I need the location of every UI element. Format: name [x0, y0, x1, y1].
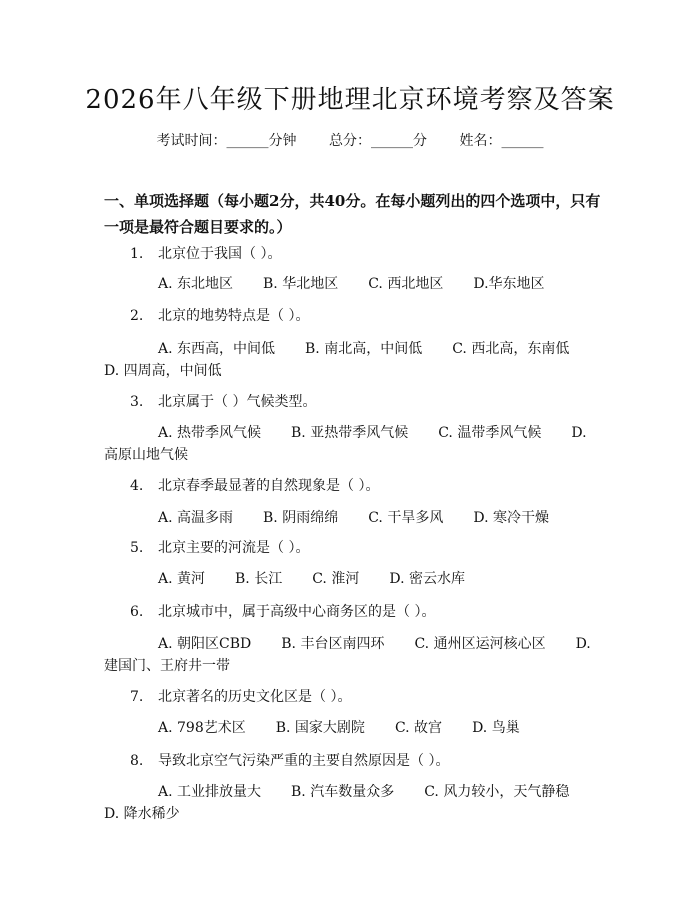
option-d: D. 鸟巢 [472, 720, 520, 736]
option-a: A. 黄河 [158, 571, 206, 587]
question-number: 5. [130, 540, 144, 556]
question-text: 北京春季最显著的自然现象是（ ）。 [158, 478, 380, 494]
option-c: C. 西北高，东南低 [452, 341, 570, 357]
option-b: B. 国家大剧院 [275, 720, 365, 736]
question-text: 北京主要的河流是（ ）。 [158, 540, 310, 556]
option-c: C. 干旱多风 [368, 510, 444, 526]
option-b: B. 阴雨绵绵 [263, 510, 339, 526]
question-text: 北京著名的历史文化区是（ ）。 [158, 689, 352, 705]
option-d: D. 密云水库 [389, 571, 465, 587]
question-6 [130, 601, 610, 623]
option-b: B. 亚热带季风气候 [291, 425, 409, 441]
option-c: C. 西北地区 [368, 276, 444, 292]
question-4 [130, 475, 610, 497]
option-a: A. 朝阳区CBD [158, 636, 252, 652]
question-text: 导致北京空气污染严重的主要自然原因是（ ）。 [158, 753, 450, 769]
option-b: B. 长江 [235, 571, 283, 587]
option-d: D. 降水稀少 [104, 806, 180, 822]
option-d: D. 建国门、王府井一带 [104, 636, 591, 674]
exam-time-field: 考试时间：______分钟 [156, 133, 297, 149]
option-a: A. 工业排放量大 [158, 784, 262, 800]
question-2-options [104, 338, 604, 382]
question-8 [130, 750, 610, 772]
option-a: A. 热带季风气候 [158, 425, 262, 441]
question-2 [130, 305, 610, 327]
option-d: D. 高原山地气候 [104, 425, 587, 463]
question-number: 7. [130, 689, 144, 705]
question-number: 4. [130, 478, 144, 494]
question-7 [130, 686, 610, 708]
option-c: C. 温带季风气候 [438, 425, 542, 441]
option-d: D. 寒冷干燥 [473, 510, 549, 526]
name-field: 姓名：______ [459, 133, 544, 149]
option-c: C. 通州区运河核心区 [414, 636, 546, 652]
section-heading: 一、单项选择题（每小题2分，共40分。在每小题列出的四个选项中，只有一项是最符合题目要求的。） [104, 192, 601, 236]
option-b: B. 华北地区 [263, 276, 339, 292]
question-number: 8. [130, 753, 144, 769]
question-number: 2. [130, 308, 144, 324]
question-number: 1. [130, 246, 144, 262]
option-a: A. 东西高，中间低 [158, 341, 276, 357]
option-c: C. 淮河 [312, 571, 360, 587]
option-d: D.华东地区 [473, 276, 545, 292]
question-7-options [104, 717, 604, 739]
page-title: 2026年八年级下册地理北京环境考察及答案 [85, 85, 615, 115]
question-1-options [104, 273, 604, 295]
question-text: 北京位于我国（ ）。 [158, 246, 282, 262]
option-a: A. 高温多雨 [158, 510, 234, 526]
option-b: B. 汽车数量众多 [291, 784, 395, 800]
question-1 [130, 243, 610, 265]
question-text: 北京属于（ ）气候类型。 [158, 394, 317, 410]
option-a: A. 798艺术区 [158, 720, 246, 736]
question-number: 6. [130, 604, 144, 620]
question-number: 3. [130, 394, 144, 410]
option-c: C. 故宫 [394, 720, 443, 736]
total-score-field: 总分：______分 [329, 133, 427, 149]
exam-info [0, 130, 700, 152]
question-3 [130, 391, 610, 413]
option-c: C. 风力较小，天气静稳 [424, 784, 570, 800]
option-b: B. 丰台区南四环 [281, 636, 385, 652]
option-b: B. 南北高，中间低 [305, 341, 423, 357]
question-5 [130, 537, 610, 559]
question-text: 北京的地势特点是（ ）。 [158, 308, 310, 324]
question-4-options [104, 507, 604, 529]
question-text: 北京城市中，属于高级中心商务区的是（ ）。 [158, 604, 436, 620]
question-6-options [104, 633, 604, 677]
option-a: A. 东北地区 [158, 276, 234, 292]
question-8-options [104, 781, 604, 825]
option-d: D. 四周高，中间低 [104, 363, 222, 379]
question-5-options [104, 568, 604, 590]
question-3-options [104, 422, 604, 466]
